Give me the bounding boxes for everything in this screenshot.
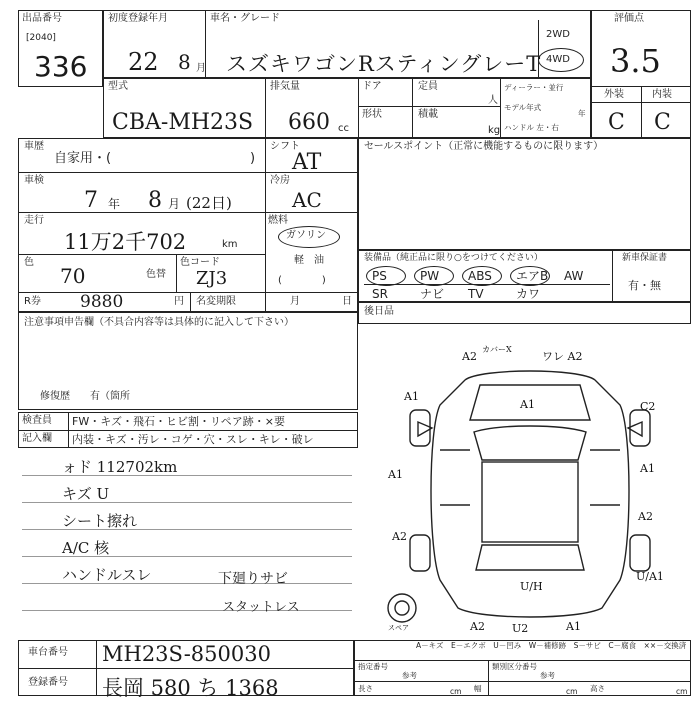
grade-value: 3.5 [610, 42, 661, 80]
lot-number: 336 [34, 50, 88, 83]
inspection-day: (22日) [186, 194, 232, 212]
height-label: 高さ [590, 684, 605, 693]
note-line-1: ォド 112702km [62, 458, 178, 476]
interior-label: 内装 [652, 89, 672, 100]
equip-row1-circle-3 [510, 266, 550, 286]
handle-label: ハンドル 左・右 [504, 123, 559, 132]
exterior-label: 外装 [604, 89, 624, 100]
chassis-label: 車台番号 [28, 647, 68, 658]
yen-unit: 円 [174, 296, 184, 307]
fuel-diesel: 軽 油 [294, 255, 324, 266]
mileage-label: 走行 [24, 215, 44, 226]
kg-unit: kg [488, 125, 501, 136]
model-label: 型式 [108, 81, 128, 92]
recorder-label: 記入欄 [22, 433, 52, 444]
spare-tire [388, 594, 416, 622]
color-code-label: 色コード [180, 257, 220, 268]
later-box [358, 302, 691, 324]
car-diagram [370, 340, 690, 640]
fuel-paren: ( ) [278, 275, 326, 286]
mark-a2-lside: A2 [392, 530, 407, 543]
shift-label: シフト [270, 141, 300, 152]
inspection-year: 7 [84, 188, 98, 213]
ac-value: AC [292, 188, 322, 212]
year-unit: 年 [578, 109, 586, 118]
mark-a1-rside: A1 [640, 462, 655, 475]
equip-row2-item-2: TV [468, 287, 484, 301]
note-line-5: ハンドルスレ [62, 566, 152, 584]
inspection-label: 車検 [24, 175, 44, 186]
inspector-label: 検査員 [22, 415, 52, 426]
notes-label: 注意事項申告欄（不具合内容等は具体的に記入して下さい） [24, 317, 294, 328]
mileage-value: 11万2千702 [64, 230, 187, 254]
color-change-label: 色替 [146, 269, 166, 280]
drive-4wd: 4WD [546, 54, 570, 65]
sales-point-label: セールスポイント（正常に機能するものに限ります） [364, 141, 604, 152]
shape-label: 形状 [362, 109, 382, 120]
mark-cover: カバーX [482, 345, 512, 354]
equip-row1-item-4: AW [564, 269, 584, 283]
sales-box [358, 138, 691, 250]
equip-row1-item-2: ABS [468, 269, 492, 283]
car-rear-window [476, 545, 584, 570]
month-word: 月 [290, 296, 300, 307]
reg-label: 登録番号 [28, 677, 68, 688]
mark-c2: C2 [640, 400, 656, 413]
use-value: 自家用・( [54, 151, 112, 166]
load-label: 積載 [418, 109, 438, 120]
repair-label: 修復歴 有（箇所 [40, 391, 130, 402]
color-label: 色 [24, 257, 34, 268]
ref2: 参考 [540, 671, 555, 680]
km-unit: km [222, 239, 238, 250]
length-label: 長さ [358, 684, 373, 693]
inspect-row1: FW・キズ・飛石・ヒビ割・リペア跡・×要 [72, 415, 285, 428]
specified-label: 指定番号 [358, 662, 388, 671]
car-label: 車名・グレード [210, 13, 280, 24]
reg-value: 長岡 580 ち 1368 [102, 676, 279, 700]
new-warranty-label: 新車保証書 [622, 253, 668, 263]
fuel-label: 燃料 [268, 215, 288, 226]
capacity-label: 定員 [418, 81, 438, 92]
cm-unit-2: cm [566, 687, 578, 696]
shift-value: AT [292, 150, 322, 175]
wheel-rr [630, 535, 650, 571]
first-reg-month-unit: 月 [196, 63, 206, 74]
equip-row1-circle-1 [414, 266, 454, 286]
cc-unit: cc [338, 123, 349, 134]
mark-a1-left: A1 [404, 390, 419, 403]
equip-row2-item-3: カワ [516, 287, 541, 301]
car-roof [482, 462, 578, 542]
dealer-label: ディーラー・並行 [504, 83, 564, 92]
equip-row1-circle-0 [366, 266, 406, 286]
mark-crack: ワレ A2 [542, 350, 583, 363]
drive-2wd: 2WD [546, 29, 570, 40]
mark-a2-rside: A2 [638, 510, 653, 523]
note-line-4: A/C 核 [62, 539, 110, 557]
first-reg-year: 22 [128, 48, 159, 76]
inspection-year-unit: 年 [108, 197, 121, 211]
inspection-month-unit: 月 [168, 197, 181, 211]
width-label: 幅 [474, 684, 482, 693]
lot-sub: [2040] [26, 33, 56, 43]
equip-row1-item-1: PW [420, 269, 440, 283]
door-label: ドア [362, 81, 382, 92]
classification-label: 類別区分番号 [492, 662, 537, 671]
day-word: 日 [342, 296, 352, 307]
lot-label: 出品番号 [22, 13, 62, 24]
title-change-label: 名変期限 [196, 296, 236, 307]
displacement-value: 660 [288, 110, 330, 135]
spare-label: スペア [388, 624, 409, 632]
wheel-fr [630, 410, 650, 446]
mark-u-rear: U/H [520, 580, 543, 593]
use-label: 車歴 [24, 141, 44, 152]
cm-unit-3: cm [676, 687, 688, 696]
first-reg-month: 8 [178, 50, 191, 74]
note-right-1: 下廻りサビ [218, 571, 288, 587]
equip-row2-item-1: ナビ [420, 287, 445, 301]
ac-label: 冷房 [270, 175, 290, 186]
mark-u2-rear: U2 [512, 622, 529, 635]
chassis-value: MH23S-850030 [102, 642, 271, 666]
recycle-label: R券 [24, 296, 41, 307]
equip-row2-item-0: SR [372, 287, 388, 301]
displacement-label: 排気量 [270, 81, 300, 92]
recycle-value: 9880 [80, 292, 124, 312]
mark-a1-lside: A1 [388, 468, 403, 481]
car-windshield [474, 426, 586, 460]
car-name: スズキワゴンRスティングレーT [226, 52, 542, 76]
mark-ua1: U/A1 [636, 570, 664, 583]
fuel-gasoline: ガソリン [286, 230, 326, 241]
grade-label: 評価点 [614, 13, 644, 24]
wheel-rl [410, 535, 430, 571]
inspect-row2: 内装・キズ・汚レ・コゲ・穴・スレ・キレ・破レ [72, 433, 314, 446]
first-reg-label: 初度登録年月 [108, 13, 168, 24]
interior-grade: C [654, 110, 671, 135]
color-code: ZJ3 [196, 268, 228, 289]
note-line-3: シート擦れ [62, 512, 138, 530]
inspection-month: 8 [148, 188, 162, 213]
wheel-fl [410, 410, 430, 446]
person-unit: 人 [488, 95, 498, 106]
equip-row1-item-3: エアB [516, 269, 549, 283]
mark-a2-rear: A2 [470, 620, 485, 633]
warranty-value: 有・無 [628, 279, 661, 292]
note-line-2: キズ U [62, 485, 110, 503]
model-year-label: モデル年式 [504, 103, 542, 112]
equip-row1-item-0: PS [372, 269, 387, 283]
use-close: ) [250, 151, 256, 166]
ref1: 参考 [402, 671, 417, 680]
mark-a1-rear: A1 [566, 620, 581, 633]
later-label: 後日品 [364, 306, 394, 317]
mark-a2-top: A2 [462, 350, 477, 363]
model-value: CBA-MH23S [112, 110, 254, 135]
cm-unit-1: cm [450, 687, 462, 696]
equip-label: 装備品（純正品に限り○をつけてください） [364, 253, 543, 263]
note-right-2: スタットレス [222, 600, 300, 615]
equip-row1-circle-2 [462, 266, 502, 286]
mark-a1-hood: A1 [520, 398, 535, 411]
exterior-grade: C [608, 110, 625, 135]
damage-legend: A－キズ E－エクボ U－凹み W－補修跡 S－サビ C－腐食 ××－交換済 [416, 641, 687, 650]
color-value: 70 [60, 264, 86, 288]
